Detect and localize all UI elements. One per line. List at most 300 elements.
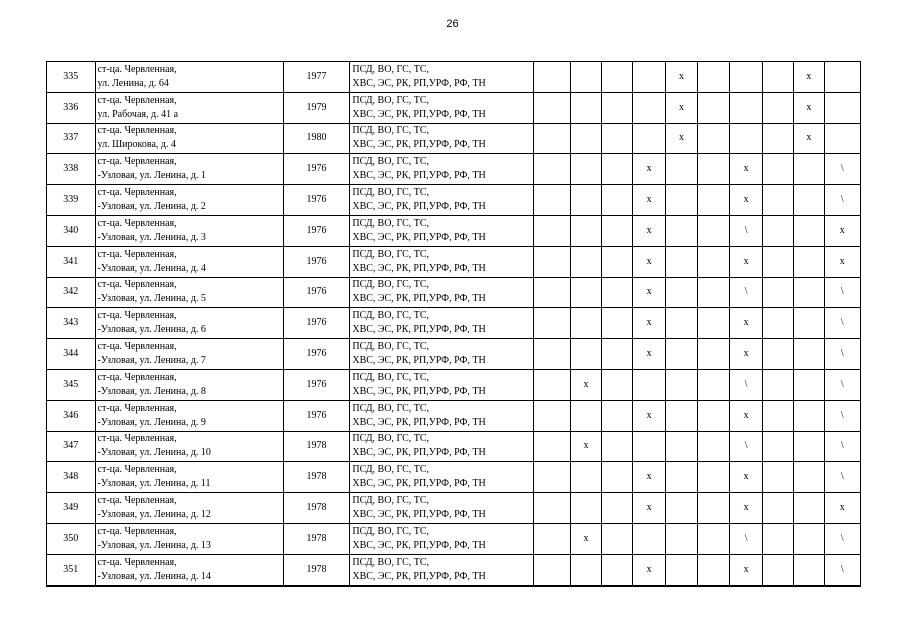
work-types-line-2: ХВС, ЭС, РК, РП,УРФ, РФ, ТН <box>352 324 486 336</box>
row-number-cell: 338 <box>47 154 96 185</box>
work-types-line-2: ХВС, ЭС, РК, РП,УРФ, РФ, ТН <box>352 293 486 305</box>
mark-cell <box>602 215 633 246</box>
mark-cell <box>794 554 824 585</box>
row-number-cell: 349 <box>47 493 96 524</box>
address-line-2: -Узловая, ул. Ленина, д. 5 <box>97 293 206 305</box>
mark-cell: \ <box>824 185 861 216</box>
address-line-1: ст-ца. Червленная, <box>97 125 177 137</box>
address-line-1: ст-ца. Червленная, <box>97 433 177 445</box>
mark-cell <box>602 339 633 370</box>
work-types-line-1: ПСД, ВО, ГС, ТС, <box>352 556 430 568</box>
table-row <box>47 92 861 123</box>
year-cell: 1976 <box>283 308 350 339</box>
mark-cell: x <box>633 154 665 185</box>
mark-cell <box>762 400 793 431</box>
mark-cell <box>534 62 570 93</box>
mark-cell: \ <box>824 462 861 493</box>
mark-cell: x <box>730 185 762 216</box>
mark-cell <box>602 308 633 339</box>
work-types-line-2: ХВС, ЭС, РК, РП,УРФ, РФ, ТН <box>352 385 486 397</box>
mark-cell <box>602 123 633 154</box>
mark-cell: \ <box>730 277 762 308</box>
work-types-cell <box>350 246 534 277</box>
work-types-line-2: ХВС, ЭС, РК, РП,УРФ, РФ, ТН <box>352 139 486 151</box>
address-line-1: ст-ца. Червленная, <box>97 63 177 75</box>
address-cell <box>95 154 283 185</box>
address-line-1: ст-ца. Червленная, <box>97 248 177 260</box>
year-cell: 1980 <box>283 123 350 154</box>
mark-cell <box>534 339 570 370</box>
work-types-line-1: ПСД, ВО, ГС, ТС, <box>352 371 430 383</box>
mark-cell <box>602 277 633 308</box>
mark-cell <box>570 554 601 585</box>
mark-cell <box>762 493 793 524</box>
address-line-1: ст-ца. Червленная, <box>97 94 177 106</box>
table-row <box>47 154 861 185</box>
table-row <box>47 523 861 554</box>
table-row <box>47 431 861 462</box>
address-cell <box>95 400 283 431</box>
row-number-cell: 335 <box>47 62 96 93</box>
work-types-line-1: ПСД, ВО, ГС, ТС, <box>352 525 430 537</box>
row-number-cell: 337 <box>47 123 96 154</box>
address-line-2: ул. Рабочая, д. 41 а <box>97 108 179 120</box>
work-types-cell <box>350 92 534 123</box>
mark-cell <box>698 154 730 185</box>
mark-cell <box>602 154 633 185</box>
mark-cell <box>534 123 570 154</box>
mark-cell <box>794 185 824 216</box>
mark-cell <box>602 462 633 493</box>
address-line-2: -Узловая, ул. Ленина, д. 8 <box>97 385 206 397</box>
mark-cell <box>698 123 730 154</box>
mark-cell <box>665 277 697 308</box>
mark-cell <box>762 554 793 585</box>
page-number: 26 <box>446 18 459 30</box>
table-body <box>47 62 861 586</box>
work-types-line-1: ПСД, ВО, ГС, ТС, <box>352 187 430 199</box>
mark-cell <box>698 308 730 339</box>
work-types-line-2: ХВС, ЭС, РК, РП,УРФ, РФ, ТН <box>352 170 486 182</box>
table-row <box>47 339 861 370</box>
work-types-line-1: ПСД, ВО, ГС, ТС, <box>352 125 430 137</box>
year-cell: 1976 <box>283 277 350 308</box>
mark-cell <box>824 62 861 93</box>
mark-cell <box>762 62 793 93</box>
mark-cell <box>570 400 601 431</box>
work-types-line-1: ПСД, ВО, ГС, ТС, <box>352 217 430 229</box>
address-line-2: -Узловая, ул. Ленина, д. 1 <box>97 170 206 182</box>
mark-cell <box>570 246 601 277</box>
mark-cell: \ <box>730 369 762 400</box>
work-types-line-2: ХВС, ЭС, РК, РП,УРФ, РФ, ТН <box>352 539 486 551</box>
address-cell <box>95 462 283 493</box>
mark-cell: x <box>794 123 824 154</box>
mark-cell <box>762 154 793 185</box>
mark-cell <box>665 215 697 246</box>
address-line-1: ст-ца. Червленная, <box>97 279 177 291</box>
address-line-1: ст-ца. Червленная, <box>97 341 177 353</box>
mark-cell <box>665 154 697 185</box>
row-number-cell: 341 <box>47 246 96 277</box>
year-cell: 1978 <box>283 493 350 524</box>
mark-cell <box>794 431 824 462</box>
mark-cell <box>698 215 730 246</box>
work-types-cell <box>350 154 534 185</box>
address-line-2: -Узловая, ул. Ленина, д. 7 <box>97 355 206 367</box>
mark-cell <box>794 215 824 246</box>
address-line-2: -Узловая, ул. Ленина, д. 12 <box>97 509 211 521</box>
mark-cell: \ <box>730 215 762 246</box>
mark-cell: x <box>633 246 665 277</box>
address-cell <box>95 185 283 216</box>
mark-cell: \ <box>824 339 861 370</box>
mark-cell <box>570 62 601 93</box>
work-types-line-1: ПСД, ВО, ГС, ТС, <box>352 310 430 322</box>
table-row <box>47 62 861 93</box>
work-types-line-2: ХВС, ЭС, РК, РП,УРФ, РФ, ТН <box>352 478 486 490</box>
address-cell <box>95 308 283 339</box>
mark-cell: x <box>824 215 861 246</box>
mark-cell <box>730 62 762 93</box>
mark-cell <box>762 123 793 154</box>
mark-cell <box>794 493 824 524</box>
address-cell <box>95 493 283 524</box>
mark-cell <box>698 369 730 400</box>
address-line-2: -Узловая, ул. Ленина, д. 10 <box>97 447 211 459</box>
work-types-cell <box>350 400 534 431</box>
table-row <box>47 369 861 400</box>
address-line-2: -Узловая, ул. Ленина, д. 3 <box>97 231 206 243</box>
mark-cell <box>534 308 570 339</box>
mark-cell <box>570 154 601 185</box>
mark-cell <box>762 369 793 400</box>
mark-cell <box>633 62 665 93</box>
mark-cell: \ <box>730 523 762 554</box>
row-number-cell: 347 <box>47 431 96 462</box>
mark-cell <box>665 339 697 370</box>
work-types-line-1: ПСД, ВО, ГС, ТС, <box>352 156 430 168</box>
address-line-1: ст-ца. Червленная, <box>97 495 177 507</box>
mark-cell: x <box>730 308 762 339</box>
mark-cell <box>602 431 633 462</box>
mark-cell <box>570 493 601 524</box>
mark-cell <box>665 308 697 339</box>
mark-cell <box>698 493 730 524</box>
mark-cell: x <box>633 493 665 524</box>
work-types-line-1: ПСД, ВО, ГС, ТС, <box>352 464 430 476</box>
work-types-line-2: ХВС, ЭС, РК, РП,УРФ, РФ, ТН <box>352 447 486 459</box>
mark-cell: x <box>633 400 665 431</box>
mark-cell <box>570 92 601 123</box>
work-types-line-2: ХВС, ЭС, РК, РП,УРФ, РФ, ТН <box>352 108 486 120</box>
table-row <box>47 246 861 277</box>
mark-cell: \ <box>824 369 861 400</box>
mark-cell <box>633 369 665 400</box>
mark-cell: x <box>633 185 665 216</box>
mark-cell <box>570 123 601 154</box>
mark-cell <box>762 339 793 370</box>
mark-cell: x <box>633 339 665 370</box>
work-types-line-2: ХВС, ЭС, РК, РП,УРФ, РФ, ТН <box>352 416 486 428</box>
row-number-cell: 339 <box>47 185 96 216</box>
mark-cell: x <box>633 277 665 308</box>
mark-cell <box>602 400 633 431</box>
work-types-cell <box>350 185 534 216</box>
mark-cell: x <box>794 62 824 93</box>
mark-cell <box>602 493 633 524</box>
mark-cell <box>698 400 730 431</box>
mark-cell <box>794 277 824 308</box>
address-line-1: ст-ца. Червленная, <box>97 310 177 322</box>
work-types-line-2: ХВС, ЭС, РК, РП,УРФ, РФ, ТН <box>352 231 486 243</box>
mark-cell <box>570 185 601 216</box>
address-line-1: ст-ца. Червленная, <box>97 371 177 383</box>
mark-cell <box>665 185 697 216</box>
mark-cell: x <box>665 92 697 123</box>
mark-cell <box>570 339 601 370</box>
mark-cell <box>794 369 824 400</box>
mark-cell <box>762 462 793 493</box>
work-types-cell <box>350 431 534 462</box>
mark-cell: \ <box>824 154 861 185</box>
address-line-1: ст-ца. Червленная, <box>97 556 177 568</box>
work-types-cell <box>350 123 534 154</box>
mark-cell <box>794 154 824 185</box>
mark-cell <box>762 523 793 554</box>
address-cell <box>95 431 283 462</box>
mark-cell: x <box>633 554 665 585</box>
table-row <box>47 215 861 246</box>
address-line-2: -Узловая, ул. Ленина, д. 14 <box>97 570 211 582</box>
row-number-cell: 336 <box>47 92 96 123</box>
address-cell <box>95 277 283 308</box>
mark-cell <box>633 431 665 462</box>
work-types-cell <box>350 493 534 524</box>
row-number-cell: 351 <box>47 554 96 585</box>
mark-cell: \ <box>824 308 861 339</box>
mark-cell: x <box>730 493 762 524</box>
work-types-cell <box>350 523 534 554</box>
mark-cell <box>602 554 633 585</box>
mark-cell <box>824 92 861 123</box>
mark-cell <box>570 462 601 493</box>
work-types-cell <box>350 462 534 493</box>
mark-cell <box>698 523 730 554</box>
year-cell: 1978 <box>283 554 350 585</box>
mark-cell <box>534 431 570 462</box>
mark-cell <box>762 277 793 308</box>
mark-cell <box>762 185 793 216</box>
mark-cell <box>665 369 697 400</box>
year-cell: 1976 <box>283 400 350 431</box>
mark-cell: x <box>633 462 665 493</box>
table-row <box>47 277 861 308</box>
year-cell: 1979 <box>283 92 350 123</box>
mark-cell: \ <box>824 431 861 462</box>
work-types-cell <box>350 215 534 246</box>
row-number-cell: 345 <box>47 369 96 400</box>
work-types-line-2: ХВС, ЭС, РК, РП,УРФ, РФ, ТН <box>352 77 486 89</box>
mark-cell <box>730 123 762 154</box>
mark-cell <box>665 523 697 554</box>
mark-cell <box>665 493 697 524</box>
mark-cell <box>534 277 570 308</box>
mark-cell: x <box>730 246 762 277</box>
work-types-line-2: ХВС, ЭС, РК, РП,УРФ, РФ, ТН <box>352 355 486 367</box>
work-types-line-2: ХВС, ЭС, РК, РП,УРФ, РФ, ТН <box>352 509 486 521</box>
year-cell: 1978 <box>283 462 350 493</box>
row-number-cell: 343 <box>47 308 96 339</box>
work-types-line-1: ПСД, ВО, ГС, ТС, <box>352 248 430 260</box>
mark-cell <box>534 154 570 185</box>
mark-cell: x <box>824 493 861 524</box>
mark-cell <box>698 554 730 585</box>
address-line-1: ст-ца. Червленная, <box>97 525 177 537</box>
mark-cell <box>762 215 793 246</box>
mark-cell <box>794 308 824 339</box>
work-types-line-1: ПСД, ВО, ГС, ТС, <box>352 341 430 353</box>
table-row <box>47 400 861 431</box>
mark-cell: \ <box>824 554 861 585</box>
table-row <box>47 493 861 524</box>
mark-cell <box>698 246 730 277</box>
year-cell: 1976 <box>283 185 350 216</box>
address-cell <box>95 123 283 154</box>
mark-cell <box>698 185 730 216</box>
mark-cell <box>534 462 570 493</box>
mark-cell <box>794 400 824 431</box>
mark-cell <box>633 523 665 554</box>
year-cell: 1976 <box>283 215 350 246</box>
mark-cell <box>794 246 824 277</box>
mark-cell <box>602 92 633 123</box>
address-line-1: ст-ца. Червленная, <box>97 156 177 168</box>
mark-cell: \ <box>730 431 762 462</box>
mark-cell <box>762 308 793 339</box>
year-cell: 1978 <box>283 523 350 554</box>
mark-cell <box>602 246 633 277</box>
mark-cell <box>534 185 570 216</box>
row-number-cell: 348 <box>47 462 96 493</box>
row-number-cell: 340 <box>47 215 96 246</box>
mark-cell <box>698 431 730 462</box>
mark-cell: x <box>570 523 601 554</box>
address-line-2: -Узловая, ул. Ленина, д. 2 <box>97 201 206 213</box>
mark-cell <box>665 400 697 431</box>
row-number-cell: 344 <box>47 339 96 370</box>
work-types-line-1: ПСД, ВО, ГС, ТС, <box>352 402 430 414</box>
table-row <box>47 462 861 493</box>
mark-cell <box>602 369 633 400</box>
mark-cell <box>534 246 570 277</box>
address-cell <box>95 215 283 246</box>
year-cell: 1977 <box>283 62 350 93</box>
year-cell: 1976 <box>283 369 350 400</box>
mark-cell <box>794 462 824 493</box>
mark-cell <box>534 92 570 123</box>
mark-cell <box>534 369 570 400</box>
mark-cell <box>665 462 697 493</box>
mark-cell <box>665 554 697 585</box>
mark-cell: x <box>570 431 601 462</box>
mark-cell: \ <box>824 523 861 554</box>
mark-cell <box>665 431 697 462</box>
address-line-2: ул. Широкова, д. 4 <box>97 139 176 151</box>
mark-cell <box>794 339 824 370</box>
mark-cell <box>824 123 861 154</box>
mark-cell: x <box>570 369 601 400</box>
mark-cell <box>633 92 665 123</box>
mark-cell: x <box>824 246 861 277</box>
address-cell <box>95 246 283 277</box>
mark-cell <box>534 400 570 431</box>
table-row <box>47 308 861 339</box>
mark-cell: x <box>633 308 665 339</box>
address-line-2: -Узловая, ул. Ленина, д. 6 <box>97 324 206 336</box>
mark-cell <box>762 246 793 277</box>
work-types-cell <box>350 62 534 93</box>
mark-cell <box>665 246 697 277</box>
work-types-line-1: ПСД, ВО, ГС, ТС, <box>352 94 430 106</box>
mark-cell: x <box>633 215 665 246</box>
mark-cell <box>534 523 570 554</box>
row-number-cell: 346 <box>47 400 96 431</box>
mark-cell <box>698 62 730 93</box>
building-register-table <box>46 61 861 587</box>
mark-cell <box>534 493 570 524</box>
address-line-2: -Узловая, ул. Ленина, д. 11 <box>97 478 211 490</box>
mark-cell <box>570 277 601 308</box>
mark-cell: x <box>730 400 762 431</box>
work-types-line-1: ПСД, ВО, ГС, ТС, <box>352 433 430 445</box>
address-line-1: ст-ца. Червленная, <box>97 217 177 229</box>
work-types-line-1: ПСД, ВО, ГС, ТС, <box>352 279 430 291</box>
work-types-line-2: ХВС, ЭС, РК, РП,УРФ, РФ, ТН <box>352 201 486 213</box>
work-types-line-1: ПСД, ВО, ГС, ТС, <box>352 63 430 75</box>
work-types-cell <box>350 369 534 400</box>
mark-cell: x <box>730 554 762 585</box>
mark-cell: \ <box>824 277 861 308</box>
mark-cell <box>794 523 824 554</box>
mark-cell: x <box>665 123 697 154</box>
work-types-line-1: ПСД, ВО, ГС, ТС, <box>352 495 430 507</box>
year-cell: 1978 <box>283 431 350 462</box>
mark-cell <box>633 123 665 154</box>
mark-cell: x <box>665 62 697 93</box>
address-line-2: ул. Ленина, д. 64 <box>97 77 169 89</box>
mark-cell: x <box>730 339 762 370</box>
address-cell <box>95 369 283 400</box>
address-cell <box>95 62 283 93</box>
address-line-2: -Узловая, ул. Ленина, д. 13 <box>97 539 211 551</box>
mark-cell <box>762 431 793 462</box>
address-cell <box>95 554 283 585</box>
address-line-1: ст-ца. Червленная, <box>97 187 177 199</box>
work-types-cell <box>350 308 534 339</box>
address-cell <box>95 523 283 554</box>
mark-cell: \ <box>824 400 861 431</box>
mark-cell <box>762 92 793 123</box>
mark-cell <box>534 554 570 585</box>
year-cell: 1976 <box>283 154 350 185</box>
address-line-2: -Узловая, ул. Ленина, д. 4 <box>97 262 206 274</box>
work-types-line-2: ХВС, ЭС, РК, РП,УРФ, РФ, ТН <box>352 262 486 274</box>
row-number-cell: 350 <box>47 523 96 554</box>
mark-cell: x <box>730 154 762 185</box>
mark-cell <box>602 62 633 93</box>
row-number-cell: 342 <box>47 277 96 308</box>
